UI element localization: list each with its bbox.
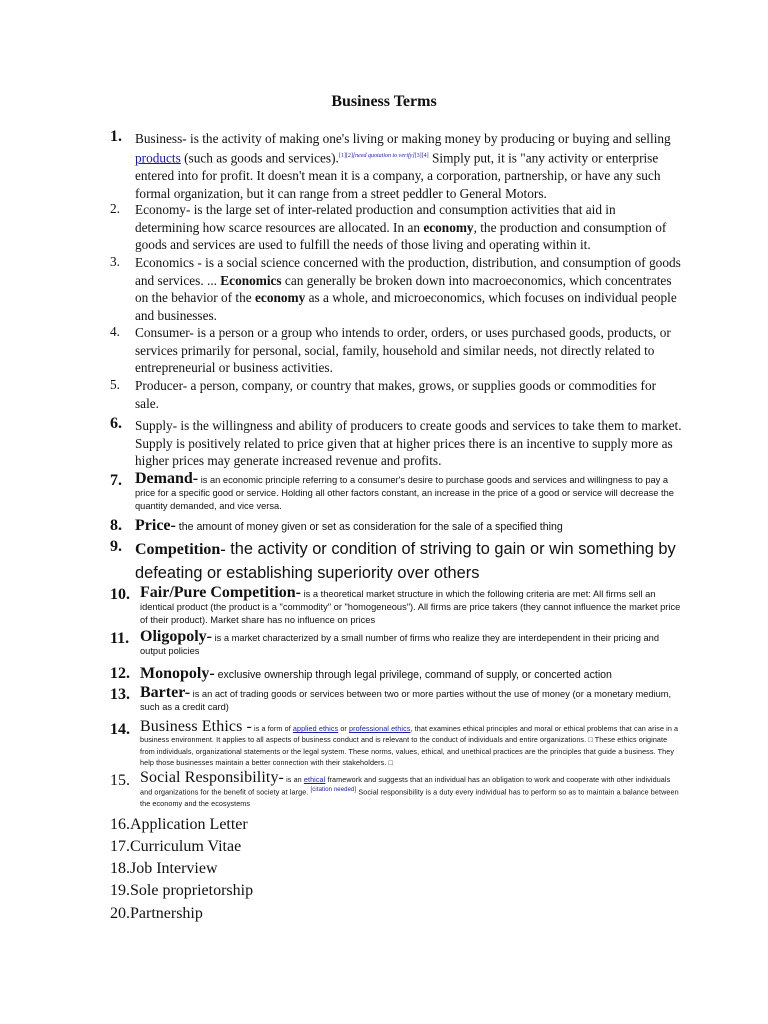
item-number: 5. (110, 377, 120, 392)
list-item: 19.Sole proprietorship (110, 882, 254, 899)
item-text: Economy- is the large set of inter-related production and consumption activities that aid in determining how scarce resources are allocated. In an economy, the production and consumption of goods and services are used to fulfill the needs of those living and operating within it. (135, 202, 667, 253)
page-title: Business Terms (331, 93, 437, 110)
item-number: 9. (110, 538, 122, 555)
item-number: 1. (110, 128, 122, 145)
item-number: 14. (110, 721, 130, 738)
item-number: 3. (110, 254, 120, 269)
item-number: 7. (110, 472, 122, 489)
item-number: 10. (110, 586, 130, 603)
item-text: Social Responsibility- is an ethical framework and suggests that an individual has an obligation to work and cooperate with other individuals and organizations for the benefit of society at large. [citation needed] Social responsibility is a duty every individual has to perform so as to maintain a balance between the economy and the ecosystems (140, 769, 679, 808)
item-number: 6. (110, 415, 122, 432)
item-text: Economics - is a social science concerned with the production, distribution, and consumption of goods and services. ... Economics can generally be broken down into macroeconomics, which concentrates on the behavior of the economy as a whole, and microeconomics, which focuses on individual people and businesses. (135, 255, 681, 324)
item-number: 2. (110, 201, 120, 216)
list-item: 17.Curriculum Vitae (110, 838, 242, 855)
list-item: 18.Job Interview (110, 860, 218, 877)
item-number: 12. (110, 665, 130, 682)
item-number: 4. (110, 324, 120, 339)
item-text: Business- is the activity of making one's living or making money by producing or buying and selling products (such as goods and services).[1][2][need quotation to verify][3][4] Simply put, it is "any activity or enterprise entered into for profit. It doesn't mean it is a company, a corporation, partnership, or have any such formal organization, but it can range from a street peddler to General Motors. (135, 131, 671, 201)
professional-ethics-link[interactable]: professional ethics (349, 724, 411, 733)
item-text: Demand- is an economic principle referring to a consumer's desire to purchase goods and services and willingness to pay a price for a specific good or service. Holding all other factors constant, an increase in the price of a good or service will decrease the quantity demanded, and vice versa. (135, 470, 674, 511)
item-text: Barter- is an act of trading goods or services between two or more parties without the use of money (or a monetary medium, such as a credit card) (140, 684, 672, 712)
list-item: 16.Application Letter (110, 816, 248, 833)
item-text: Oligopoly- is a market characterized by a small number of firms who realize they are interdependent in their pricing and output policies (140, 628, 659, 656)
item-number: 13. (110, 686, 130, 703)
applied-ethics-link[interactable]: applied ethics (292, 724, 339, 733)
ethical-link[interactable]: ethical (303, 775, 326, 784)
item-text: Competition- the activity or condition of striving to gain or win something by defeating or establishing superiority over others (135, 540, 676, 582)
products-link[interactable]: products (135, 150, 181, 166)
item-text: Monopoly- exclusive ownership through legal privilege, command of supply, or concerted action (140, 665, 612, 682)
item-text: Producer- a person, company, or country that makes, grows, or supplies goods or commodities for sale. (135, 378, 657, 411)
item-number: 15. (110, 772, 130, 789)
item-text: Supply- is the willingness and ability of producers to create goods and services to take them to market. Supply is positively related to price given that at higher prices there is an incentive to supply more as higher prices may generate increased revenue and profits. (135, 418, 682, 469)
item-number: 11. (110, 630, 130, 647)
item-text: Business Ethics - is a form of applied ethics or professional ethics, that examines ethical principles and moral or ethical problems that can arise in a business environment. It applies to all aspects of business conduct and is relevant to the conduct of individuals and entire organizations. □ These ethics originate from individuals, organizational statements or the legal system. These norms, values, ethical, and unethical practices are the principles that guide a business. They help those businesses maintain a better connection with their stakeholders. □ (140, 718, 679, 767)
list-item: 20.Partnership (110, 905, 203, 922)
item-text: Consumer- is a person or a group who intends to order, orders, or uses purchased goods, products, or services primarily for personal, social, family, household and similar needs, not directly related to entrepreneurial or business activities. (135, 325, 671, 376)
item-number: 8. (110, 517, 122, 534)
item-text: Price- the amount of money given or set as consideration for the sale of a specified thing (135, 517, 563, 534)
item-text: Fair/Pure Competition- is a theoretical market structure in which the following criteria are met: All firms sell an identical product (the product is a "commodity" or "homogeneous"). All firms are price takers (they cannot influence the market price of their product). Market share has no influence on prices (140, 584, 681, 625)
